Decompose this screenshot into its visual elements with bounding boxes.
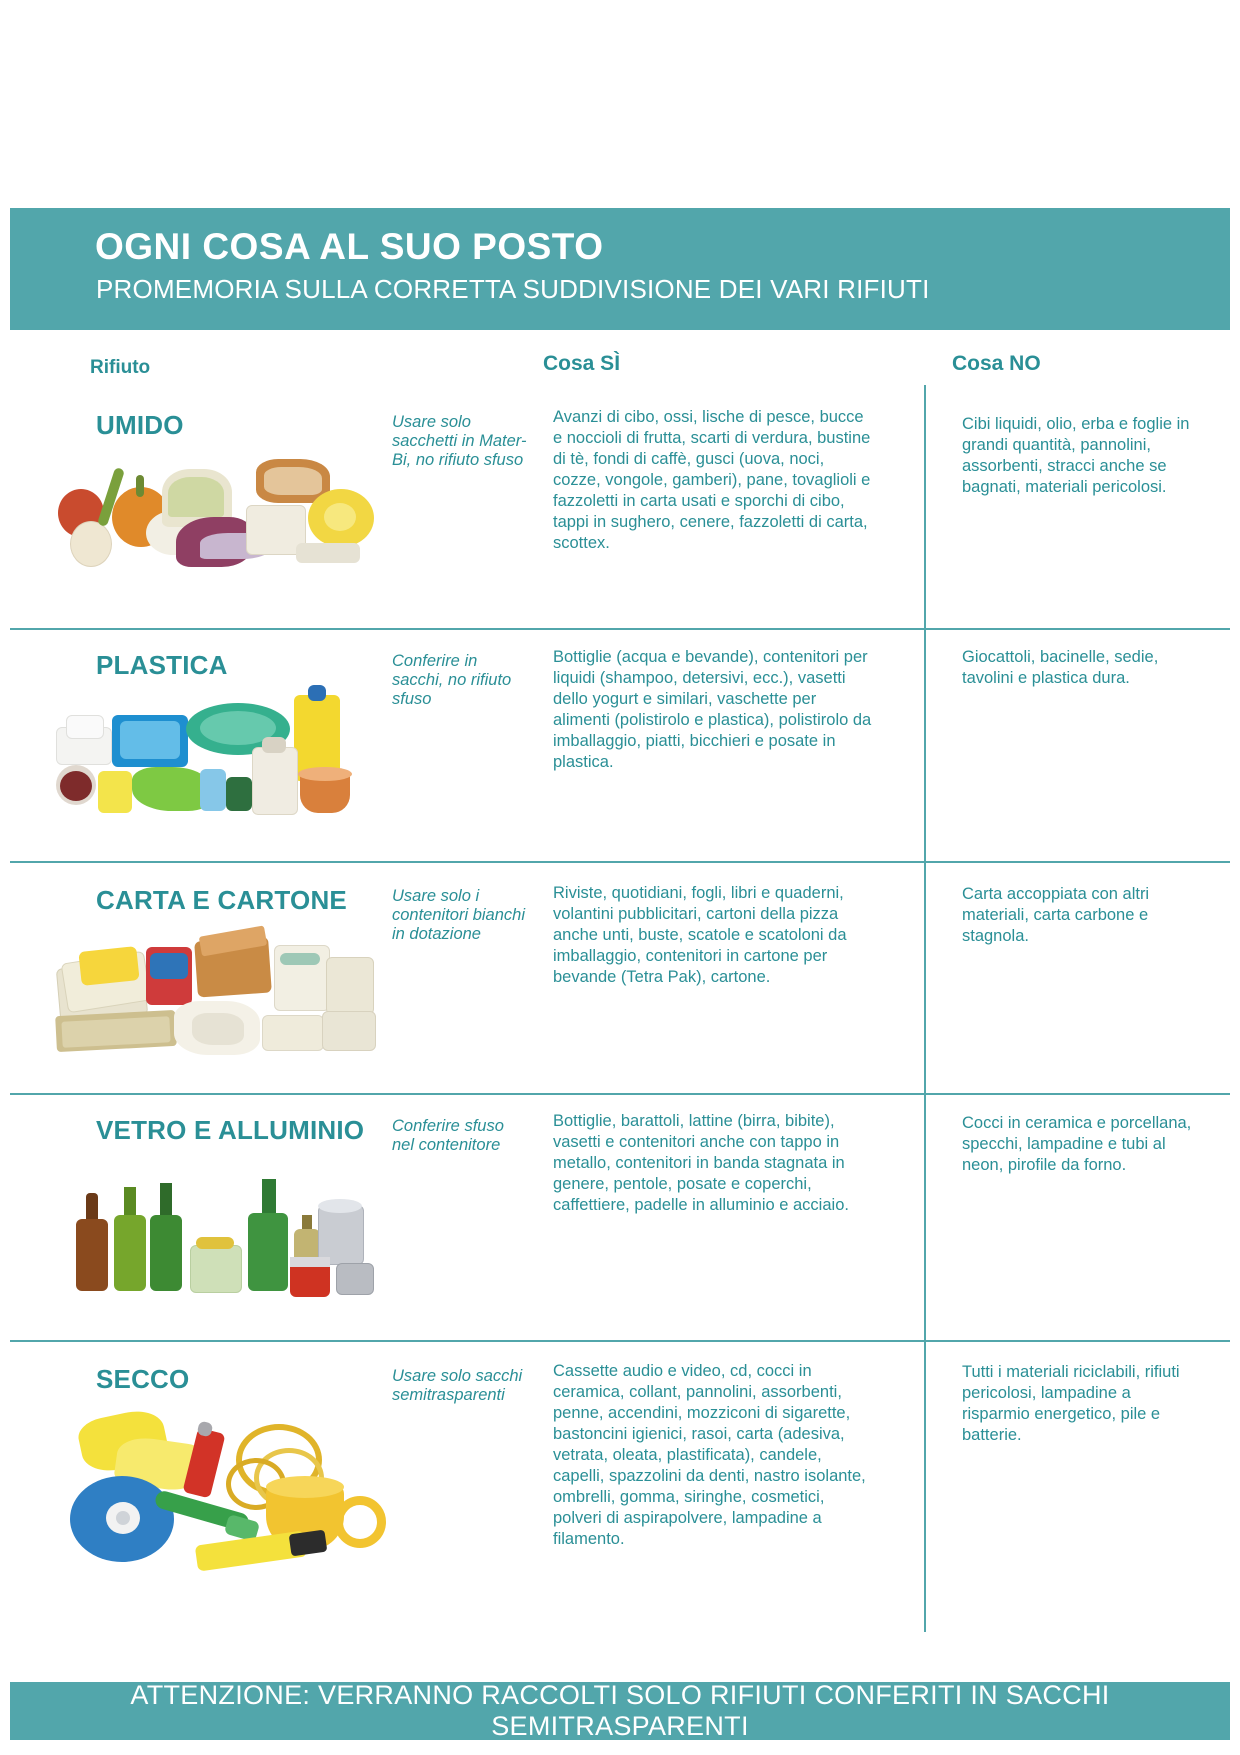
forbidden-items-text: Giocattoli, bacinelle, sedie, tavolini e plastica dura. (962, 648, 1159, 687)
category-note: Conferire sfuso nel contenitore (392, 1117, 504, 1154)
forbidden-items-text: Cibi liquidi, olio, erba e foglie in grandi quantità, pannolini, assorbenti, stracci anche se bagnati, materiali pericolosi. (962, 415, 1190, 496)
column-header-no: Cosa NO (952, 352, 1041, 375)
column-divider (924, 385, 926, 628)
category-note: Usare solo sacchetti in Mater-Bi, no rifiuto sfuso (392, 413, 527, 469)
footer-notice: ATTENZIONE: VERRANNO RACCOLTI SOLO RIFIUTI CONFERITI IN SACCHI SEMITRASPARENTI (10, 1682, 1230, 1740)
table-row (10, 1340, 1230, 1632)
column-header-waste: Rifiuto (90, 357, 151, 378)
paper-cardboard-photo (50, 931, 380, 1061)
food-waste-photo (50, 447, 380, 587)
category-note: Usare solo i contenitori bianchi in dotazione (392, 887, 525, 943)
table-row (10, 628, 1230, 861)
category-note: Conferire in sacchi, no rifiuto sfuso (392, 652, 512, 708)
allowed-items-text: Bottiglie (acqua e bevande), contenitori per liquidi (shampoo, detersivi, ecc.), vasetti dello yogurt e similari, vaschette per alimenti (polistirolo e plastica), polistirolo da imballaggio, piatti, bicchieri e posate in plastica. (553, 648, 872, 771)
column-divider (924, 1095, 926, 1340)
table-row (10, 861, 1230, 1093)
allowed-items-text: Bottiglie, barattoli, lattine (birra, bibite), vasetti e contenitori anche con tappo in metallo, contenitori in banda stagnata in genere, pentole, posate e coperchi, caffettiere, padelle in alluminio e acciaio. (553, 1112, 849, 1214)
category-name: SECCO (96, 1364, 190, 1394)
plastic-containers-photo (50, 685, 380, 835)
category-name: UMIDO (96, 410, 184, 440)
column-divider (924, 1342, 926, 1632)
category-name: VETRO E ALLUMINIO (96, 1115, 365, 1145)
allowed-items-text: Cassette audio e video, cd, cocci in ceramica, collant, pannolini, assorbenti, penne, accendini, mozziconi di sigarette, bastoncini igienici, rasoi, carta (adesiva, vetrata, oleata, plastificata), candele, capelli, spazzolini da denti, nastro isolante, ombrelli, gomma, siringhe, cosmetici, polveri di aspirapolvere, lampadine a filamento. (553, 1362, 866, 1548)
forbidden-items-text: Cocci in ceramica e porcellana, specchi, lampadine e tubi al neon, pirofile da forno. (962, 1114, 1192, 1174)
glass-aluminium-photo (50, 1171, 380, 1306)
page-subtitle: PROMEMORIA SULLA CORRETTA SUDDIVISIONE DEI VARI RIFIUTI (96, 274, 930, 304)
page-title: OGNI COSA AL SUO POSTO (95, 226, 604, 267)
allowed-items-text: Avanzi di cibo, ossi, lische di pesce, bucce e noccioli di frutta, scarti di verdura, bustine di tè, fondi di caffè, gusci (uova, noci, cozze, vongole, gamberi), pane, tovaglioli e fazzoletti in carta usati e sporchi di cibo, tappi in sughero, cenere, fazzoletti di carta, scottex. (553, 408, 871, 552)
dry-waste-photo (50, 1414, 380, 1574)
column-divider (924, 863, 926, 1093)
header-band (10, 208, 1230, 330)
table-row (10, 385, 1230, 628)
table-row (10, 1093, 1230, 1340)
allowed-items-text: Riviste, quotidiani, fogli, libri e quaderni, volantini pubblicitari, cartoni della pizza anche unti, buste, scatole e scatoloni da imballaggio, contenitori in cartone per bevande (Tetra Pak), cartone. (553, 884, 847, 986)
column-divider (924, 630, 926, 861)
column-header-yes: Cosa SÌ (543, 352, 621, 375)
category-name: CARTA E CARTONE (96, 885, 347, 915)
category-name: PLASTICA (96, 650, 228, 680)
forbidden-items-text: Carta accoppiata con altri materiali, carta carbone e stagnola. (962, 885, 1150, 945)
waste-table (10, 385, 1230, 1632)
category-note: Usare solo sacchi semitrasparenti (392, 1367, 523, 1404)
forbidden-items-text: Tutti i materiali riciclabili, rifiuti pericolosi, lampadine a risparmio energetico, pile e batterie. (962, 1363, 1180, 1444)
